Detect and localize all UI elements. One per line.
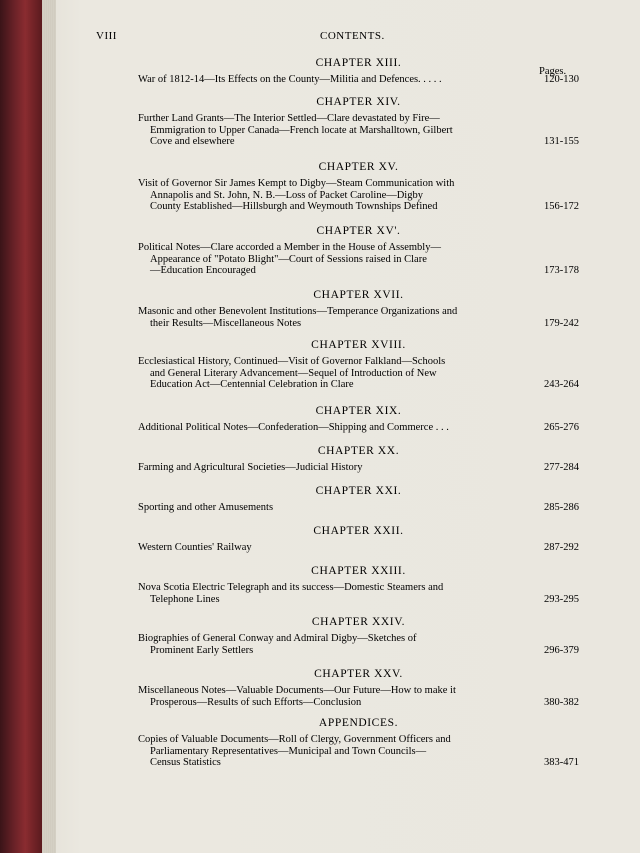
chapter-description (138, 178, 579, 213)
toc-entry (138, 340, 579, 391)
toc-entry (138, 97, 579, 148)
description-line: Western Counties' Railway (138, 541, 252, 553)
page-edge (42, 0, 56, 853)
chapter-description (138, 582, 579, 606)
page-range: 156-172 (544, 201, 579, 213)
chapter-heading: CHAPTER XXV. (314, 668, 403, 680)
description-line: County Established—Hillsburgh and Weymouth Townships Defined (150, 201, 438, 213)
chapter-description (138, 502, 579, 514)
description-line: Miscellaneous Notes—Valuable Documents—Our Future—How to make it (138, 684, 456, 696)
page-range: 173-178 (544, 265, 579, 277)
page-range: 296-379 (544, 644, 579, 656)
description-line: Nova Scotia Electric Telegraph and its success—Domestic Steamers and (138, 581, 444, 593)
page-range: 243-264 (544, 379, 579, 391)
description-line: Census Statistics (150, 757, 221, 769)
description-line: Masonic and other Benevolent Institutions—Temperance Organizations and (138, 305, 458, 317)
description-line: Copies of Valuable Documents—Roll of Clergy, Government Officers and (138, 733, 451, 745)
toc-entry (138, 617, 579, 656)
description-line: Appearance of "Potato Blight"—Court of Sessions raised in Clare (150, 253, 427, 265)
description-line: Telephone Lines (150, 593, 220, 605)
chapter-heading: CHAPTER XVII. (313, 289, 404, 301)
description-line: Sporting and other Amusements (138, 501, 274, 513)
toc-entry (138, 526, 579, 554)
page-title: CONTENTS. (320, 30, 385, 42)
page-range: 179-242 (544, 317, 579, 329)
book-binding (0, 0, 42, 853)
pages-column-label: Pages. (539, 66, 567, 77)
chapter-description (138, 356, 579, 391)
description-line: Cove and elsewhere (150, 136, 235, 148)
description-line: Prominent Early Settlers (150, 644, 254, 656)
chapter-description (138, 242, 579, 277)
chapter-description (138, 462, 579, 474)
description-line: Visit of Governor Sir James Kempt to Digby—Steam Communication with (138, 177, 455, 189)
description-line: and General Literary Advancement—Sequel of Introduction of New (150, 367, 437, 379)
toc-entry (138, 446, 579, 474)
page-range: 293-295 (544, 593, 579, 605)
description-line: Political Notes—Clare accorded a Member in the House of Assembly— (138, 241, 441, 253)
page-range: 383-471 (544, 757, 579, 769)
description-line: their Results—Miscellaneous Notes (150, 317, 302, 329)
chapter-description (138, 113, 579, 148)
description-line: War of 1812-14—Its Effects on the County—Militia and Defences. . . . . (138, 73, 442, 85)
chapter-description (138, 542, 579, 554)
chapter-heading: APPENDICES. (318, 717, 399, 729)
page-folio: VIII (96, 30, 117, 42)
description-line: Parliamentary Representatives—Municipal and Town Councils— (150, 745, 427, 757)
description-line: Ecclesiastical History, Continued—Visit of Governor Falkland—Schools (138, 355, 446, 367)
toc-entry (138, 486, 579, 514)
page-range: 265-276 (544, 421, 579, 433)
description-line: Further Land Grants—The Interior Settled—Clare devastated by Fire— (138, 112, 440, 124)
page-range: 131-155 (544, 136, 579, 148)
page-range: 277-284 (544, 461, 579, 473)
chapter-description (138, 306, 579, 330)
toc-entry (138, 669, 579, 708)
toc-entry (138, 406, 579, 434)
chapter-heading: CHAPTER XXIV. (311, 616, 406, 628)
chapter-heading: CHAPTER XIV. (316, 96, 401, 108)
page-range: 120-130 (544, 73, 579, 85)
chapter-heading: CHAPTER XX. (317, 445, 400, 457)
description-line: Emmigration to Upper Canada—French locate at Marshalltown, Gilbert (150, 124, 453, 136)
chapter-heading: CHAPTER XIII. (315, 57, 402, 69)
page-range: 285-286 (544, 501, 579, 513)
description-line: Prosperous—Results of such Efforts—Conclusion (150, 696, 362, 708)
chapter-heading: CHAPTER XXI. (315, 485, 402, 497)
description-line: Biographies of General Conway and Admiral Digby—Sketches of (138, 632, 417, 644)
page-range: 380-382 (544, 696, 579, 708)
chapter-heading: CHAPTER XXII. (313, 525, 404, 537)
chapter-heading: CHAPTER XV'. (316, 225, 401, 237)
running-head (96, 30, 596, 46)
toc-entry (138, 718, 579, 769)
chapter-description (138, 633, 579, 657)
toc-entry (138, 162, 579, 213)
description-line: —Education Encouraged (150, 265, 256, 277)
toc-entry (138, 290, 579, 329)
chapter-heading: CHAPTER XIX. (315, 405, 402, 417)
chapter-description (138, 734, 579, 769)
description-line: Annapolis and St. John, N. B.—Loss of Packet Caroline—Digby (150, 189, 423, 201)
description-line: Education Act—Centennial Celebration in Clare (150, 379, 354, 391)
toc-entry (138, 58, 579, 86)
toc-entry (138, 566, 579, 605)
toc-entry (138, 226, 579, 277)
chapter-heading: CHAPTER XV. (318, 161, 399, 173)
chapter-description (138, 74, 579, 86)
chapter-description (138, 422, 579, 434)
description-line: Farming and Agricultural Societies—Judicial History (138, 461, 363, 473)
chapter-heading: CHAPTER XVIII. (311, 339, 406, 351)
chapter-description (138, 685, 579, 709)
description-line: Additional Political Notes—Confederation—Shipping and Commerce . . . (138, 421, 449, 433)
page-range: 287-292 (544, 541, 579, 553)
chapter-heading: CHAPTER XXIII. (311, 565, 406, 577)
